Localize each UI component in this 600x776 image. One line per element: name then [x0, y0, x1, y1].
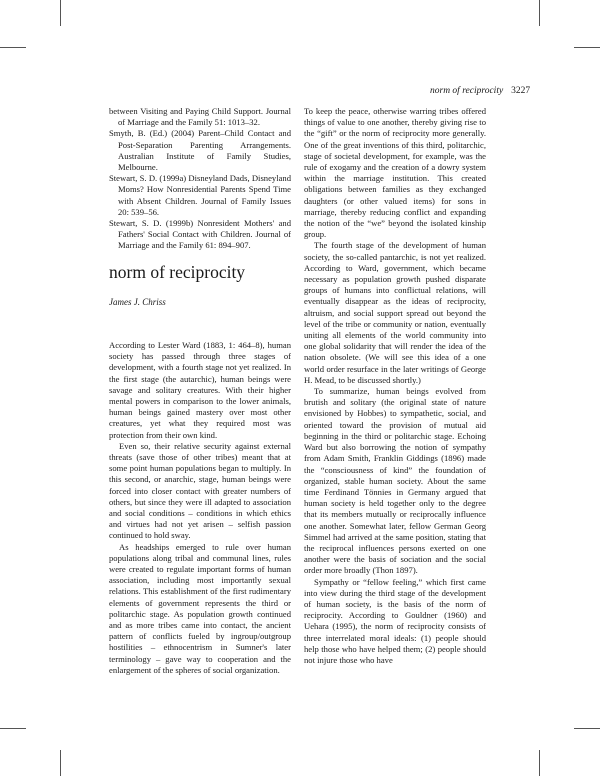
reference-item: between Visiting and Paying Child Support. Journal of Marriage and the Family 51: 1013–32.: [109, 106, 291, 128]
crop-mark: [574, 47, 600, 48]
body-paragraph: According to Lester Ward (1883, 1: 464–8), human society has passed through three stages of development, with a fourth stage not yet realized. In the first stage (the autarchic), human beings were savage and solitary creatures. With their higher mental powers in comparison to the lower animals, human beings gained mastery over most other creatures, yet what they required most was protection from their own kind.: [109, 340, 291, 440]
body-paragraph: As headships emerged to rule over human populations along tribal and communal lines, rules were created to regulate important forms of human association, including most importantly sexual relations. This establishment of the first rudimentary elements of government represents the third or politarchic stage. As population growth continued and as more tribes came into contact, the ancient pattern of conflicts fueled by ingroup/outgroup hostilities – ethnocentrism in Sumner's later terminology – gave way to cooperation and the enlargement of the spheres of social organization.: [109, 541, 291, 675]
reference-item: Stewart, S. D. (1999b) Nonresident Mothers' and Fathers' Social Contact with Children. Journal of Marriage and the Family 61: 894–907.: [109, 218, 291, 251]
references-list: [109, 106, 291, 252]
crop-mark: [60, 750, 61, 776]
crop-mark: [539, 750, 540, 776]
body-paragraph: The fourth stage of the development of human society, the so-called pantarchic, is not yet realized. According to Ward, government, which became necessary as population growth pushed disparate groups of humans into conflictual relations, will eventually disappear as the ideas of reciprocity, altruism, and social support spread out beyond the level of the tribe or community or nation, eventually uniting all elements of the world community into one global solidarity that will render the idea of the nation obsolete. (We will see this idea of a one world order resurface in the later writings of George H. Mead, to be discussed shortly.): [304, 240, 486, 385]
crop-mark: [574, 728, 600, 729]
left-body-column: [109, 340, 291, 676]
crop-mark: [539, 0, 540, 26]
body-paragraph: To summarize, human beings evolved from brutish and solitary (the original state of nature envisioned by Hobbes) to sympathetic, social, and oriented toward the provision of mutual aid beginning in the third or politarchic stage. Echoing Ward but also borrowing the notion of sympathy from Adam Smith, Franklin Giddings (1896) made the “consciousness of kind” the foundation of organized, stable human society. About the same time Ferdinand Tönnies in Germany argued that human society is held together only to the degree that its members mutually or reciprocally influence one another. Somewhat later, fellow German Georg Simmel had arrived at the same position, stating that the reciprocal influences persons exerted on one another were the basis of sociation and the social order more broadly (Thon 1897).: [304, 386, 486, 576]
entry-title: norm of reciprocity: [109, 262, 246, 282]
crop-mark: [0, 728, 26, 729]
crop-mark: [60, 0, 61, 26]
right-body-column: [304, 106, 486, 666]
running-title: norm of reciprocity: [430, 86, 504, 96]
body-paragraph: To keep the peace, otherwise warring tribes offered things of value to one another, thereby giving rise to the “gift” or the norm of reciprocity more generally. One of the great inventions of this third, politarchic, stage of societal development, for example, was the rule of exogamy and the creation of a dowry system within the marriage institution. This created obligations between families as they exchanged daughters (or other valued items) for sons in marriage, thereby reducing conflict and expanding the notion of the “we” beyond the isolated kinship group.: [304, 106, 486, 240]
body-paragraph: Sympathy or “fellow feeling,” which first came into view during the third stage of the development of human society, is the basis of the norm of reciprocity. According to Gouldner (1960) and Uehara (1995), the norm of reciprocity consists of three interrelated moral ideals: (1) people should help those who have helped them; (2) people should not injure those who have: [304, 576, 486, 665]
body-paragraph: Even so, their relative security against external threats (save those of other tribes) meant that at some point human populations began to multiply. In this second, or anarchic, stage, human beings were forced into closer contact with greater numbers of others, but since they were ill adapted to association and social conditions – conditions in which ethics and virtues had not yet arisen – selfish passion continued to hold sway.: [109, 440, 291, 541]
crop-mark: [0, 47, 26, 48]
reference-item: Smyth, B. (Ed.) (2004) Parent–Child Contact and Post-Separation Parenting Arrangements. Australian Institute of Family Studies, Melbourne.: [109, 128, 291, 173]
reference-item: Stewart, S. D. (1999a) Disneyland Dads, Disneyland Moms? How Nonresidential Parents Spend Time with Absent Children. Journal of Family Issues 20: 539–56.: [109, 173, 291, 217]
running-header: [430, 86, 530, 96]
entry-author: James J. Chriss: [109, 297, 166, 307]
page-number: 3227: [511, 86, 531, 96]
